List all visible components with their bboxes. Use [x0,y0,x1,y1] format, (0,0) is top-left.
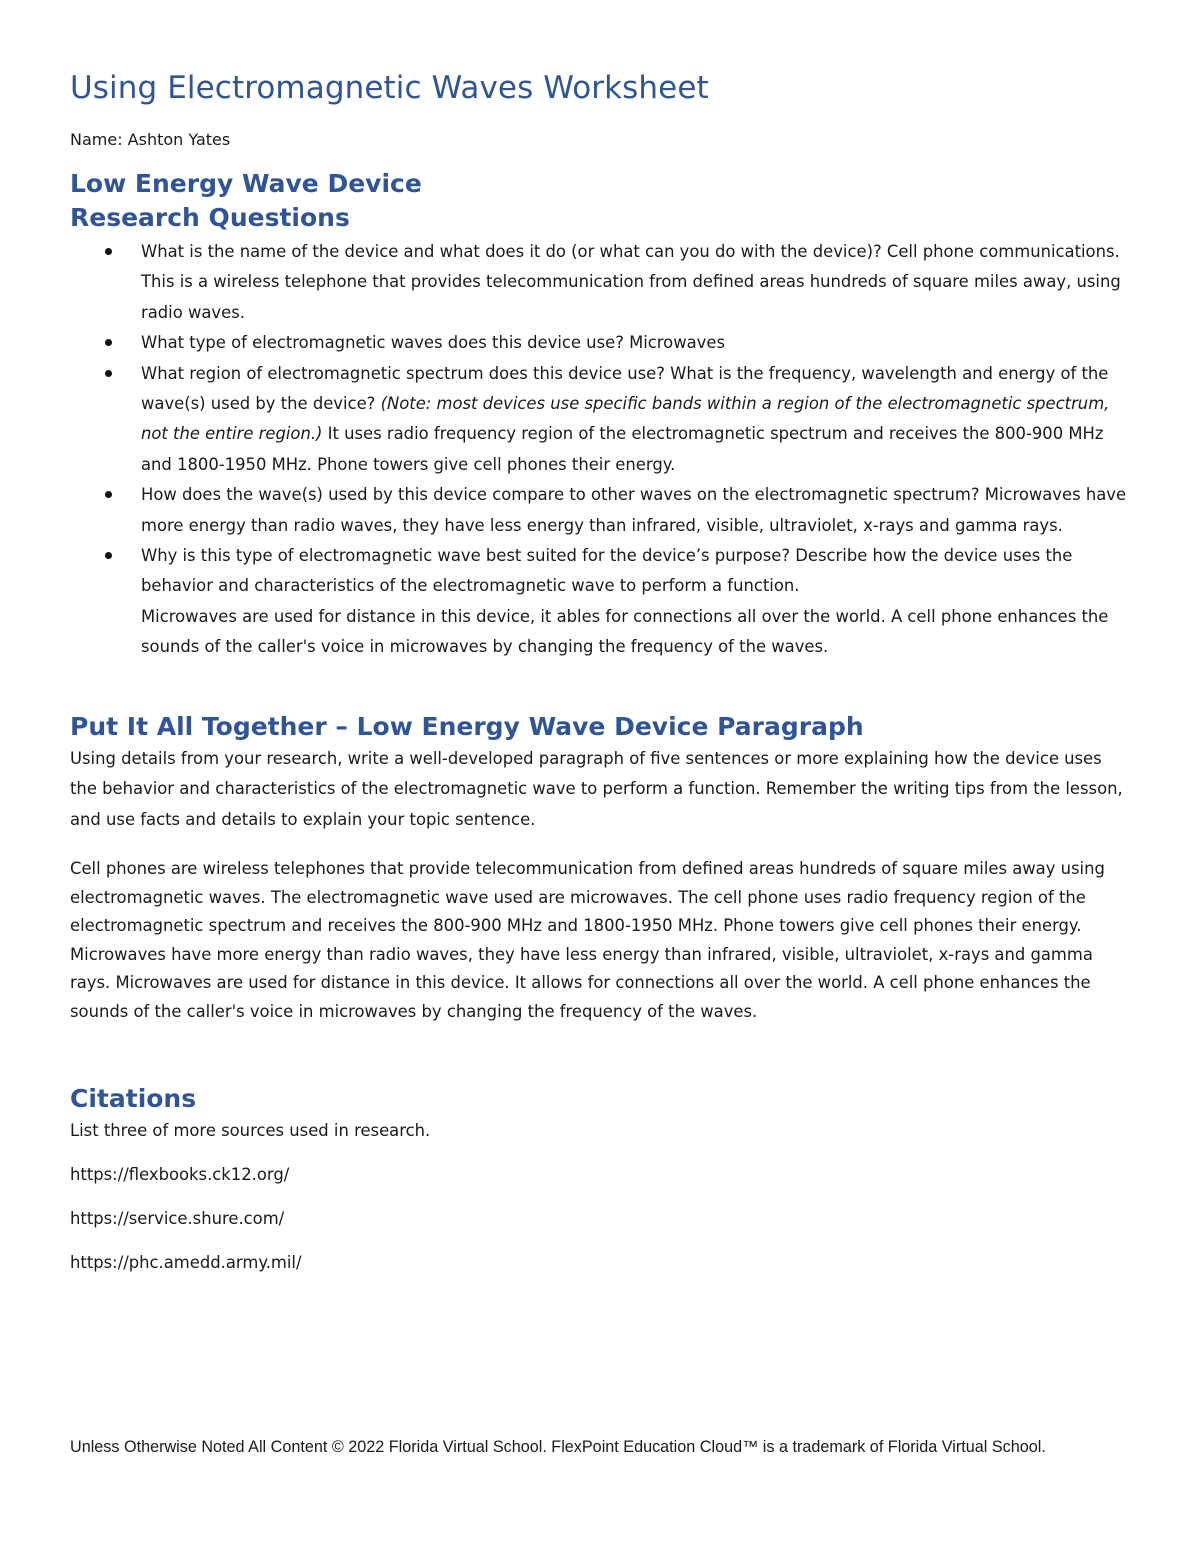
section-heading-paragraph: Put It All Together – Low Energy Wave Device Paragraph [70,712,864,741]
section-heading-citations: Citations [70,1084,197,1113]
citations-instruction: List three of more sources used in research. [70,1121,431,1140]
question-answer: It uses radio frequency region of the electromagnetic spectrum and receives the 800-900 MHz and 1800-1950 MHz. Phone towers give cell phones their energy. [141,424,1104,474]
question-text: How does the wave(s) used by this device compare to other waves on the electromagnetic spectrum? Microwaves have more energy than radio waves, they have less energy than infrared, visible, ultraviolet, x-rays and gamma rays. [141,485,1127,535]
copyright-footer: Unless Otherwise Noted All Content © 2022 Florida Virtual School. FlexPoint Education Cloud™ is a trademark of Florida Virtual School. [70,1438,1046,1456]
paragraph-prompt: Using details from your research, write a well-developed paragraph of five sentences or more explaining how the device uses the behavior and characteristics of the electromagnetic wave to perform a function. Remember the writing tips from the lesson, and use facts and details to explain your topic sentence. [70,749,1123,829]
question-text: What region of electromagnetic spectrum does this device use? What is the frequency, wavelength and energy of the wave(s) used by the device? [141,363,1109,414]
list-item [70,328,1132,358]
list-item [70,359,1132,481]
bullet-icon [105,370,112,377]
citation-item: https://phc.amedd.army.mil/ [70,1253,302,1272]
list-item [70,237,1132,328]
page-title: Using Electromagnetic Waves Worksheet [70,70,709,106]
question-text: Why is this type of electromagnetic wave best suited for the device’s purpose? Describe how the device uses the behavior and characteristics of the electromagnetic wave to perform a function. [141,546,1073,596]
student-name: Name: Ashton Yates [70,130,231,149]
bullet-icon [105,248,112,255]
citation-item: https://flexbooks.ck12.org/ [70,1165,290,1184]
bullet-icon [105,491,112,498]
section-subheading: Research Questions [70,203,350,232]
paragraph-answer: Cell phones are wireless telephones that provide telecommunication from defined areas hundreds of square miles away using electromagnetic waves. The electromagnetic wave used are microwaves. The cell phone uses radio frequency region of the electromagnetic spectrum and receives the 800-900 MHz and 1800-1950 MHz. Phone towers give cell phones their energy. Microwaves have more energy than radio waves, they have less energy than infrared, visible, ultraviolet, x-rays and gamma rays. Microwaves are used for distance in this device. It allows for connections all over the world. A cell phone enhances the sounds of the caller's voice in microwaves by changing the frequency of the waves. [70,859,1105,1021]
research-questions-list [70,237,1132,663]
citation-item: https://service.shure.com/ [70,1209,285,1228]
list-item [70,480,1132,541]
question-text: What is the name of the device and what does it do (or what can you do with the device)? Cell phone communications. This is a wireless telephone that provides telecommunication from defined areas hundreds of square miles away, using radio waves. [141,242,1121,322]
worksheet-page [70,0,1132,1553]
list-item [70,541,1132,663]
section-heading: Low Energy Wave Device [70,169,422,198]
bullet-icon [105,339,112,346]
bullet-icon [105,552,112,559]
question-answer: Microwaves are used for distance in this device, it ables for connections all over the world. A cell phone enhances the sounds of the caller's voice in microwaves by changing the frequency of the waves. [141,606,1109,657]
question-text: What type of electromagnetic waves does this device use? Microwaves [141,333,725,353]
question-note: (Note: most devices use specific bands within a region of the electromagnetic spectrum, not the entire region.) [141,394,1110,444]
section-low-energy-device [70,167,422,235]
